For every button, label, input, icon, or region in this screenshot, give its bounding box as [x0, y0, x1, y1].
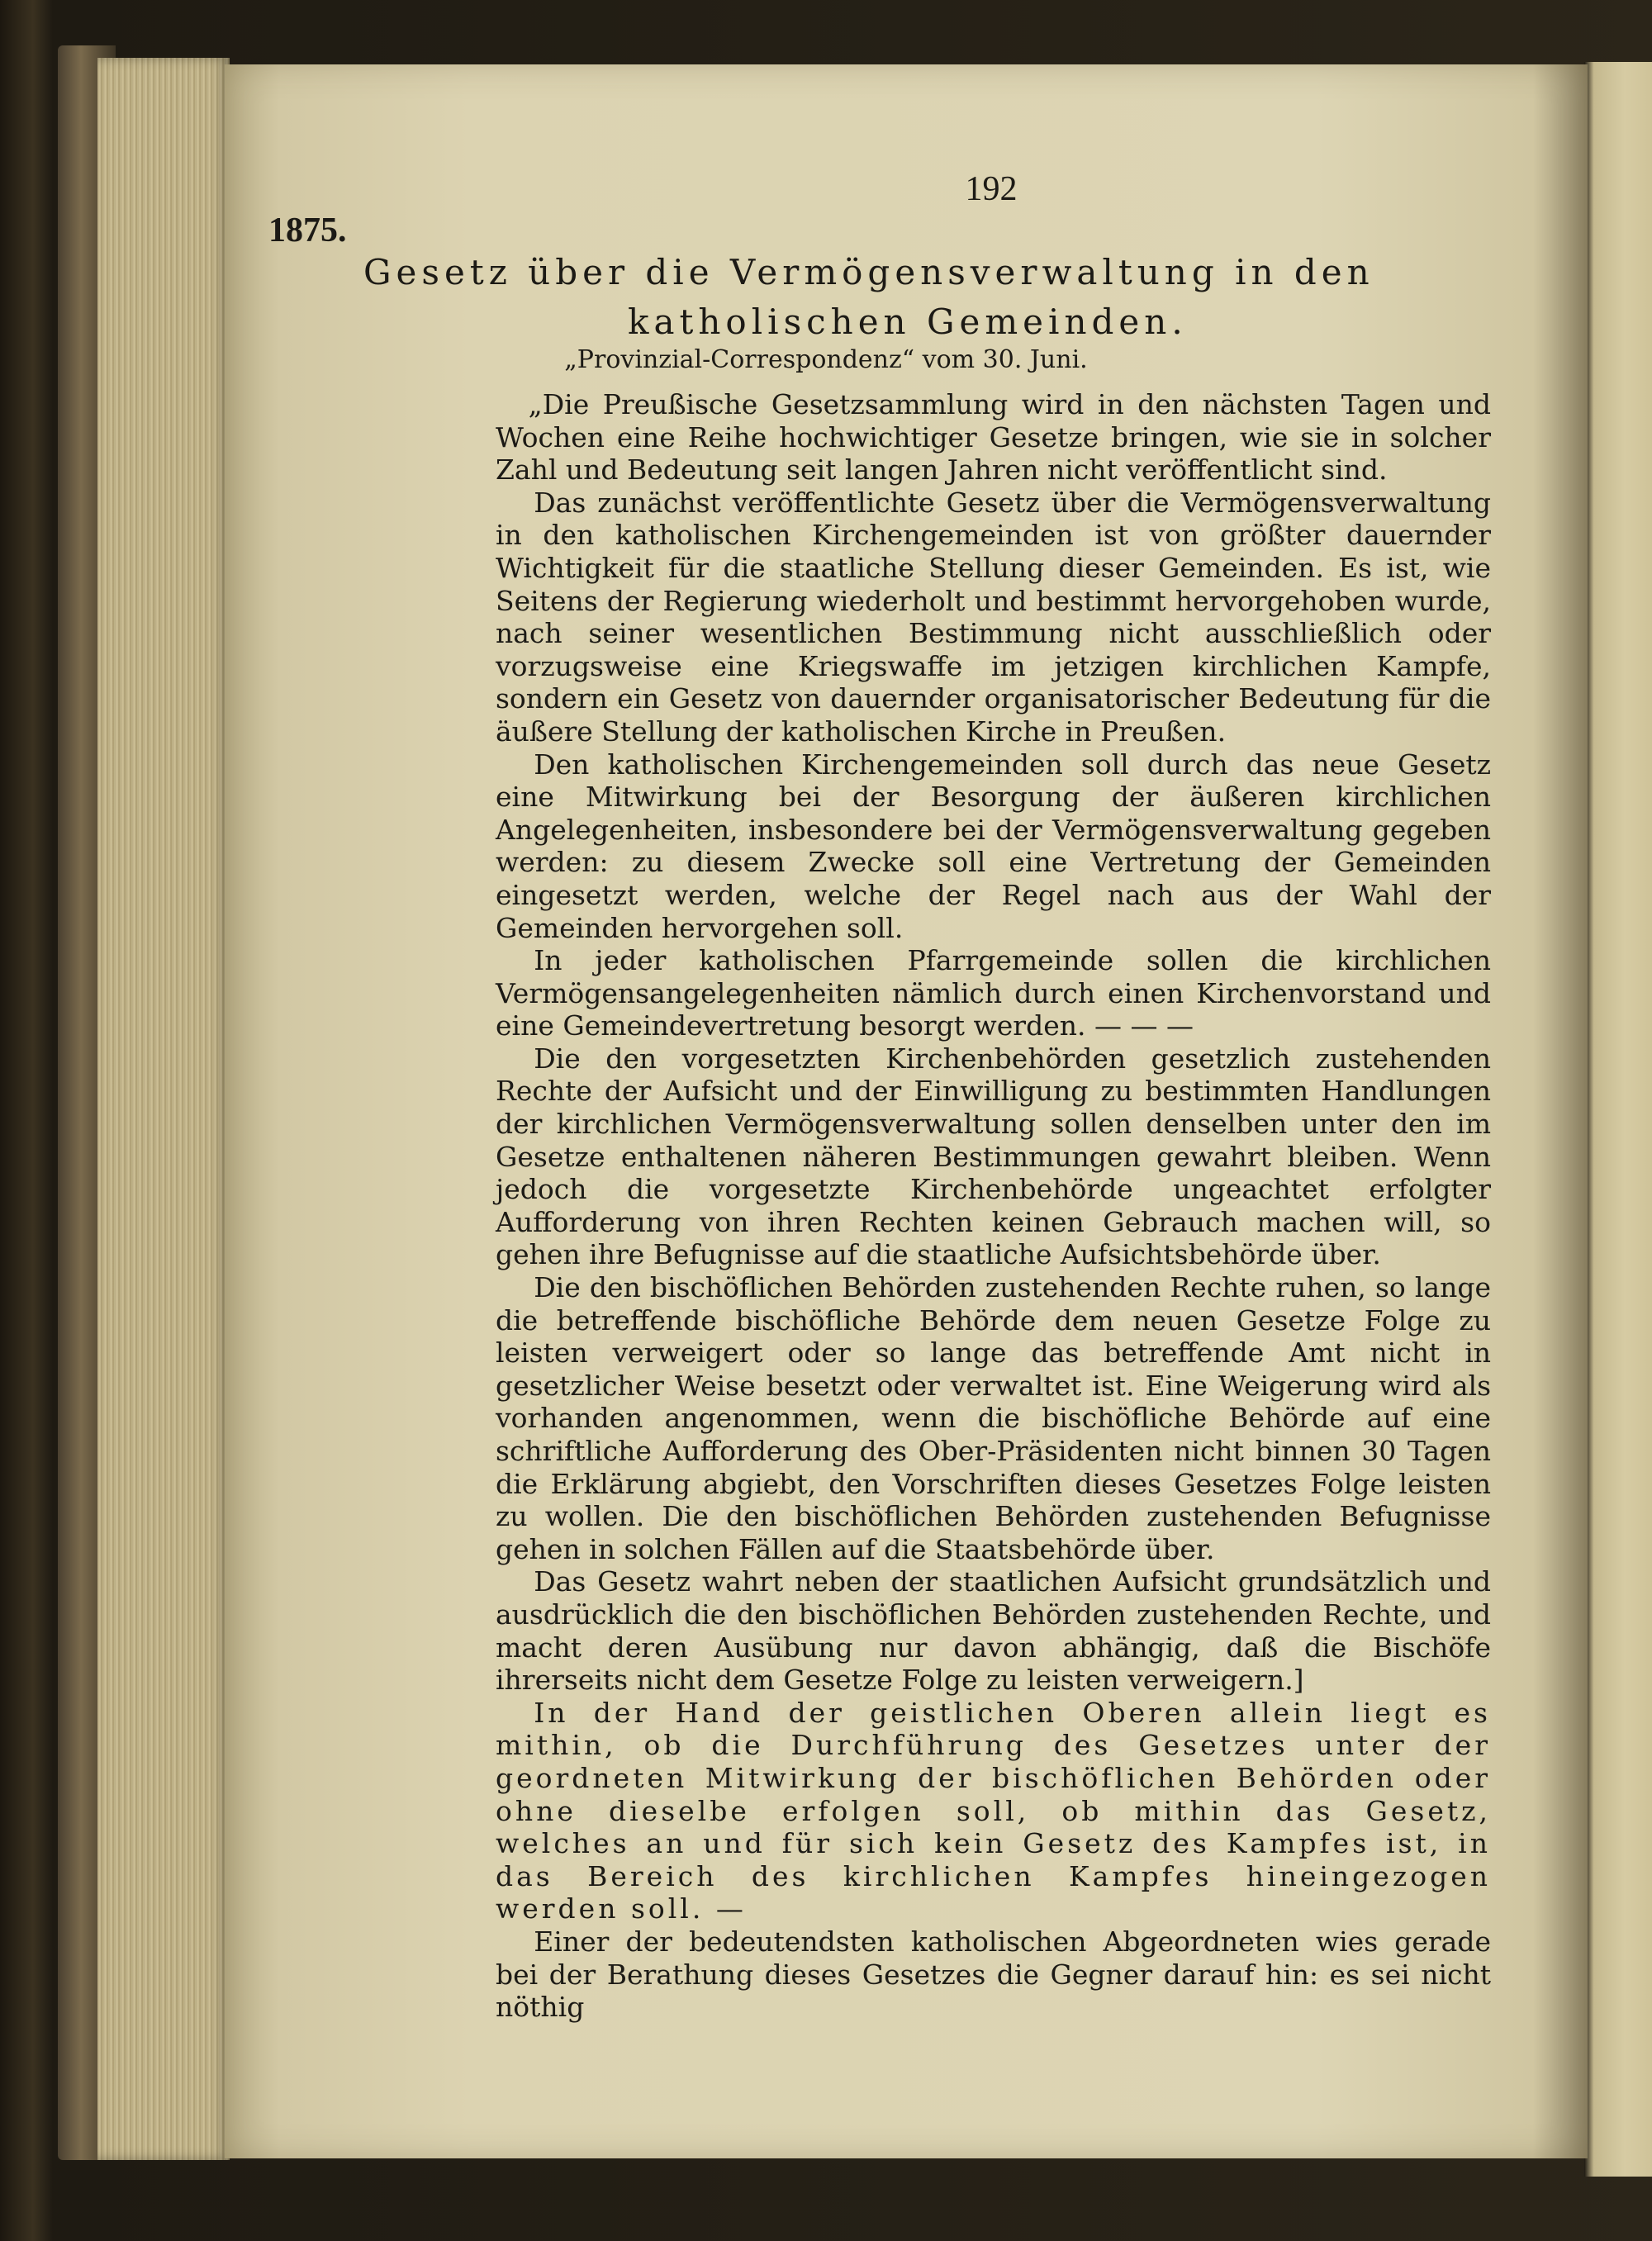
paragraph: Die den vorgesetzten Kirchenbehörden gesetzlich zustehenden Rechte der Aufsicht und der Einwilligung zu bestimmten Handlungen der kirchlichen Vermögensverwaltung sollen denselben unter den im Gesetze enthaltenen näheren Bestimmungen gewahrt bleiben. Wenn jedoch die vorgesetzte Kirchenbehörde ungeachtet erfolgter Aufforderung von ihren Rechten keinen Gebrauch machen will, so gehen ihre Befugnisse auf die staatliche Aufsichtsbehörde über.: [496, 1042, 1491, 1271]
source-line: „Provinzial-Correspondenz“ vom 30. Juni.: [564, 345, 1088, 374]
facing-page-edge: [1584, 62, 1652, 2177]
page-number: 192: [965, 170, 1018, 208]
body-text: [496, 388, 1491, 2024]
heading-line-2: katholischen Gemeinden.: [628, 301, 1188, 342]
article-heading: [363, 248, 1495, 347]
paragraph: Den katholischen Kirchengemeinden soll durch das neue Gesetz eine Mitwirkung bei der Besorgung der äußeren kirchlichen Angelegenheiten, insbesondere bei der Vermögensverwaltung gegeben werden: zu diesem Zwecke soll eine Vertretung der Gemeinden eingesetzt werden, welche der Regel nach aus der Wahl der Gemeinden hervorgehen soll.: [496, 748, 1491, 944]
paragraph: Die den bischöflichen Behörden zustehenden Rechte ruhen, so lange die betreffende bischöfliche Behörde dem neuen Gesetze Folge zu leisten verweigert oder so lange das betreffende Amt nicht in gesetzlicher Weise besetzt oder verwaltet ist. Eine Weigerung wird als vorhanden angenommen, wenn die bischöfliche Behörde auf eine schriftliche Aufforderung des Ober-Präsidenten nicht binnen 30 Tagen die Erklärung abgiebt, den Vorschriften dieses Gesetzes Folge leisten zu wollen. Die den bischöflichen Behörden zustehenden Befugnisse gehen in solchen Fällen auf die Staatsbehörde über.: [496, 1271, 1491, 1565]
paragraph: Das zunächst veröffentlichte Gesetz über die Vermögensverwaltung in den katholischen Kirchengemeinden ist von größter dauernder Wichtigkeit für die staatliche Stellung dieser Gemeinden. Es ist, wie Seitens der Regierung wiederholt und bestimmt hervorgehoben wurde, nach seiner wesentlichen Bestimmung nicht ausschließlich oder vorzugsweise eine Kriegswaffe im jetzigen kirchlichen Kampfe, sondern ein Gesetz von dauernder organisatorischer Bedeutung für die äußere Stellung der katholischen Kirche in Preußen.: [496, 486, 1491, 748]
heading-line-1: Gesetz über die Vermögensverwaltung in den: [363, 252, 1374, 292]
paragraph: Das Gesetz wahrt neben der staatlichen Aufsicht grundsätzlich und ausdrücklich die den bischöflichen Behörden zustehenden Rechte, und macht deren Ausübung nur davon abhängig, daß die Bischöfe ihrerseits nicht dem Gesetze Folge zu leisten verweigern.]: [496, 1565, 1491, 1697]
paragraph: Einer der bedeutendsten katholischen Abgeordneten wies gerade bei der Berathung dieses Gesetzes die Gegner darauf hin: es sei nicht nöthig: [496, 1925, 1491, 2024]
year-marker: 1875.: [268, 211, 347, 249]
paragraph: In der Hand der geistlichen Oberen allein liegt es mithin, ob die Durchführung des Gesetzes unter der geordneten Mitwirkung der bischöflichen Behörden oder ohne dieselbe erfolgen soll, ob mithin das Gesetz, welches an und für sich kein Gesetz des Kampfes ist, in das Bereich des kirchlichen Kampfes hineingezogen werden soll. —: [496, 1696, 1491, 1925]
paragraph: In jeder katholischen Pfarrgemeinde sollen die kirchlichen Vermögensangelegenheiten nämlich durch einen Kirchenvorstand und eine Gemeindevertretung besorgt werden. — — —: [496, 944, 1491, 1042]
paragraph: „Die Preußische Gesetzsammlung wird in den nächsten Tagen und Wochen eine Reihe hochwichtiger Gesetze bringen, wie sie in solcher Zahl und Bedeutung seit langen Jahren nicht veröffentlicht sind.: [496, 388, 1491, 487]
